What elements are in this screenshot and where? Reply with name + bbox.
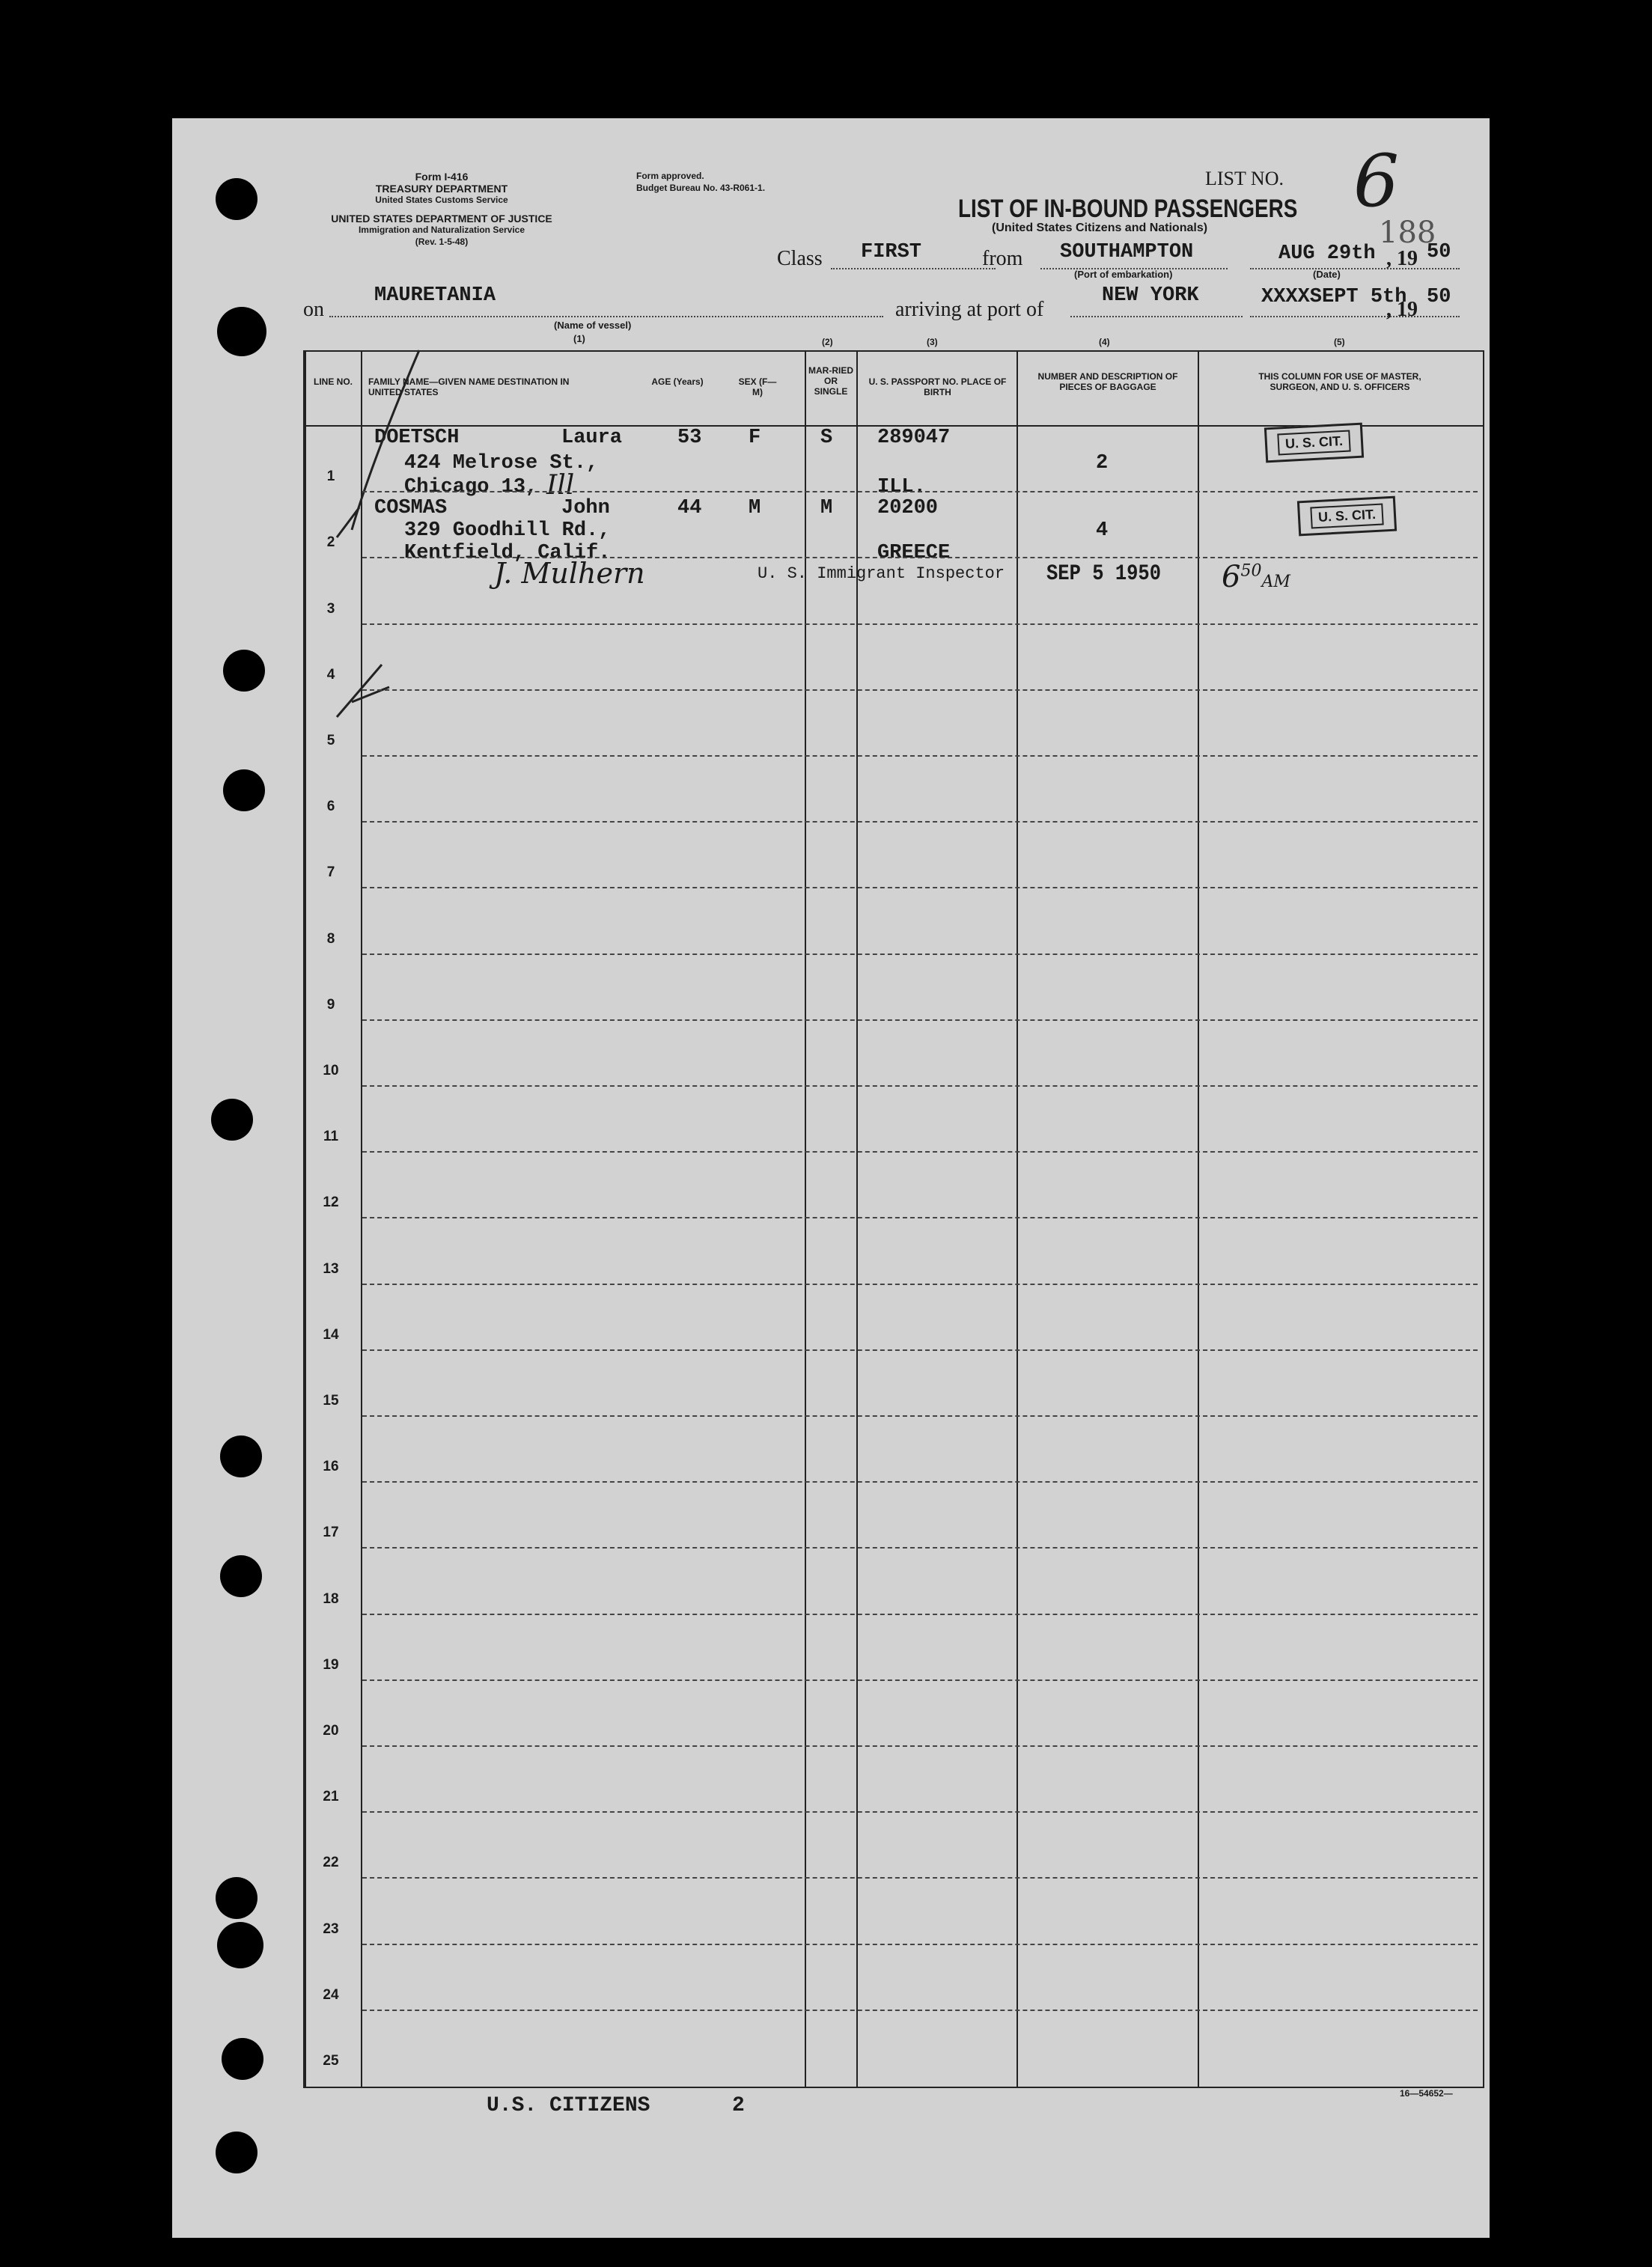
vessel-name: MAURETANIA bbox=[374, 284, 496, 307]
citizen-stamp: U. S. CIT. bbox=[1297, 496, 1397, 537]
col-sex: SEX (F—M) bbox=[738, 376, 777, 397]
col-passport-num: (3) bbox=[927, 337, 938, 347]
row-divider bbox=[362, 755, 1478, 757]
col-passport: U. S. PASSPORT NO. PLACE OF BIRTH bbox=[868, 376, 1007, 397]
col-line-no: LINE NO. bbox=[313, 376, 353, 387]
line-number: 15 bbox=[323, 1393, 339, 1409]
punch-hole bbox=[216, 1877, 257, 1919]
col-married-num: (2) bbox=[822, 337, 833, 347]
vessel-caption: (Name of vessel) bbox=[554, 320, 632, 331]
customs-label: United States Customs Service bbox=[375, 195, 508, 205]
row-divider bbox=[362, 1284, 1478, 1285]
passenger-age: 53 bbox=[677, 427, 702, 449]
row-divider bbox=[362, 1614, 1478, 1615]
inspector-title: U. S. Immigrant Inspector bbox=[758, 564, 1005, 583]
passenger-given-name: John bbox=[561, 497, 610, 519]
row-divider bbox=[362, 1745, 1478, 1747]
arrival-year: 50 bbox=[1427, 286, 1451, 308]
row-divider bbox=[362, 1019, 1478, 1021]
citizen-stamp: U. S. CIT. bbox=[1264, 423, 1364, 463]
punch-hole bbox=[222, 2038, 263, 2080]
row-divider bbox=[362, 1085, 1478, 1087]
line-number: 5 bbox=[326, 733, 335, 748]
vessel-col-num: (1) bbox=[573, 333, 585, 344]
line-number: 8 bbox=[326, 930, 335, 947]
arrival-port: NEW YORK bbox=[1102, 284, 1199, 307]
line-number: 24 bbox=[323, 1986, 339, 2003]
list-no-value: 6 bbox=[1353, 139, 1400, 223]
line-number: 3 bbox=[326, 600, 335, 617]
line-number: 9 bbox=[326, 996, 335, 1013]
print-code: 16—54652— bbox=[1400, 2088, 1453, 2099]
passenger-given-name: Laura bbox=[561, 427, 623, 449]
line-number: 10 bbox=[323, 1063, 339, 1078]
line-number: 6 bbox=[326, 799, 335, 815]
line-number: 20 bbox=[323, 1723, 339, 1739]
punch-hole bbox=[220, 1435, 262, 1477]
row-divider bbox=[362, 2010, 1478, 2011]
passenger-family-name: COSMAS bbox=[374, 497, 448, 519]
punch-hole bbox=[223, 769, 265, 811]
passenger-age: 44 bbox=[677, 497, 702, 519]
punch-hole bbox=[216, 2132, 257, 2173]
departure-date: AUG 29th bbox=[1278, 242, 1376, 265]
citizens-count: 2 bbox=[732, 2094, 745, 2117]
line-number: 18 bbox=[323, 1590, 339, 1607]
col-married: MAR-RIED OR SINGLE bbox=[808, 365, 853, 397]
form-approved: Form approved. bbox=[636, 171, 704, 181]
passenger-address-1: 329 Goodhill Rd., bbox=[404, 519, 611, 542]
on-label: on bbox=[303, 298, 324, 321]
line-number: 14 bbox=[323, 1326, 339, 1343]
arrival-date: XXXXSEPT 5th bbox=[1261, 286, 1407, 308]
manifest-sheet bbox=[172, 118, 1490, 2238]
year-value: 50 bbox=[1427, 241, 1451, 263]
line-number: 7 bbox=[326, 864, 335, 881]
passenger-address-1: 424 Melrose St., bbox=[404, 452, 599, 475]
row-divider bbox=[362, 1349, 1478, 1351]
row-divider bbox=[362, 1811, 1478, 1813]
year-prefix: , 19 bbox=[1386, 247, 1418, 270]
from-label: from bbox=[982, 247, 1023, 270]
punch-hole bbox=[216, 178, 257, 220]
col-baggage: NUMBER AND DESCRIPTION OF PIECES OF BAGGAGE bbox=[1037, 371, 1178, 392]
row-divider bbox=[362, 623, 1478, 625]
class-value: FIRST bbox=[861, 241, 922, 263]
passenger-family-name: DOETSCH bbox=[374, 427, 460, 449]
row-divider bbox=[362, 1877, 1478, 1879]
row-divider bbox=[362, 1151, 1478, 1153]
from-port: SOUTHAMPTON bbox=[1060, 241, 1194, 263]
row-divider bbox=[362, 689, 1478, 691]
treasury-label: TREASURY DEPARTMENT bbox=[375, 183, 508, 195]
passenger-address-2: Kentfield, Calif. bbox=[404, 542, 611, 564]
arriving-label: arriving at port of bbox=[895, 298, 1044, 321]
passenger-passport: 289047 bbox=[877, 427, 951, 449]
passenger-baggage: 2 bbox=[1096, 452, 1109, 475]
passenger-birthplace: GREECE bbox=[877, 542, 951, 564]
row-divider bbox=[362, 1481, 1478, 1483]
line-number: 2 bbox=[326, 534, 335, 551]
inspector-signature: J. Mulhern bbox=[494, 557, 645, 590]
line-number: 21 bbox=[323, 1789, 339, 1805]
port-embark-caption: (Port of embarkation) bbox=[1074, 269, 1173, 280]
check-mark-icon bbox=[307, 343, 427, 777]
punch-hole bbox=[220, 1555, 262, 1597]
passenger-sex: M bbox=[749, 497, 761, 519]
line-number: 11 bbox=[323, 1129, 339, 1145]
line-number: 12 bbox=[323, 1194, 339, 1211]
col-officers-num: (5) bbox=[1334, 337, 1345, 347]
passenger-passport: 20200 bbox=[877, 497, 939, 519]
row-divider bbox=[362, 1944, 1478, 1945]
inspection-date: SEP 5 1950 bbox=[1046, 561, 1162, 587]
manifest-title: LIST OF IN-BOUND PASSENGERS bbox=[958, 195, 1298, 223]
row-divider bbox=[362, 1415, 1478, 1417]
row-divider bbox=[362, 887, 1478, 888]
punch-hole bbox=[223, 650, 265, 692]
passenger-address-hand: Ill bbox=[546, 470, 575, 501]
row-divider bbox=[362, 557, 1478, 558]
line-number: 4 bbox=[326, 666, 335, 683]
punch-hole bbox=[217, 307, 266, 356]
form-number: Form I-416 bbox=[415, 171, 469, 183]
row-divider bbox=[362, 491, 1478, 492]
manifest-subtitle: (United States Citizens and Nationals) bbox=[992, 222, 1208, 234]
line-number: 23 bbox=[323, 1920, 339, 1937]
class-label: Class bbox=[777, 247, 823, 270]
line-number: 19 bbox=[323, 1656, 339, 1673]
arrival-year-prefix: , 19 bbox=[1386, 298, 1418, 321]
row-divider bbox=[362, 1547, 1478, 1549]
punch-hole bbox=[217, 1922, 263, 1968]
passenger-birthplace: ILL. bbox=[877, 476, 926, 498]
col-name: FAMILY NAME—GIVEN NAME DESTINATION IN UNITED STATES bbox=[368, 376, 570, 397]
row-divider bbox=[362, 821, 1478, 823]
ins-label: Immigration and Naturalization Service bbox=[358, 225, 525, 235]
punch-hole bbox=[211, 1099, 253, 1141]
passenger-sex: F bbox=[749, 427, 761, 449]
rev-label: (Rev. 1-5-48) bbox=[415, 237, 469, 247]
col-baggage-num: (4) bbox=[1099, 337, 1110, 347]
line-number: 22 bbox=[323, 1855, 339, 1871]
passenger-marital: S bbox=[820, 427, 833, 449]
col-officers: THIS COLUMN FOR USE OF MASTER, SURGEON, AND U. S. OFFICERS bbox=[1258, 371, 1421, 392]
passenger-marital: M bbox=[820, 497, 833, 519]
line-number: 13 bbox=[323, 1260, 339, 1277]
row-divider bbox=[362, 1217, 1478, 1218]
row-divider bbox=[362, 954, 1478, 955]
line-number: 17 bbox=[323, 1525, 339, 1541]
passenger-table bbox=[303, 350, 1484, 2088]
line-number: 1 bbox=[326, 469, 335, 485]
sheet-number: 188 bbox=[1379, 216, 1436, 250]
inspection-time: $6^{50}AM$ bbox=[1222, 560, 1290, 594]
date-caption: (Date) bbox=[1313, 269, 1341, 280]
passenger-baggage: 4 bbox=[1096, 519, 1109, 542]
col-age: AGE (Years) bbox=[651, 376, 704, 387]
line-number: 16 bbox=[323, 1459, 339, 1475]
citizens-label: U.S. CITIZENS bbox=[487, 2094, 650, 2117]
row-divider bbox=[362, 1679, 1478, 1681]
list-no-label: LIST NO. bbox=[1205, 168, 1284, 189]
justice-label: UNITED STATES DEPARTMENT OF JUSTICE bbox=[331, 213, 552, 225]
line-number: 25 bbox=[323, 2053, 339, 2069]
budget-bureau: Budget Bureau No. 43-R061-1. bbox=[636, 183, 766, 193]
passenger-address-2: Chicago 13, bbox=[404, 476, 538, 498]
